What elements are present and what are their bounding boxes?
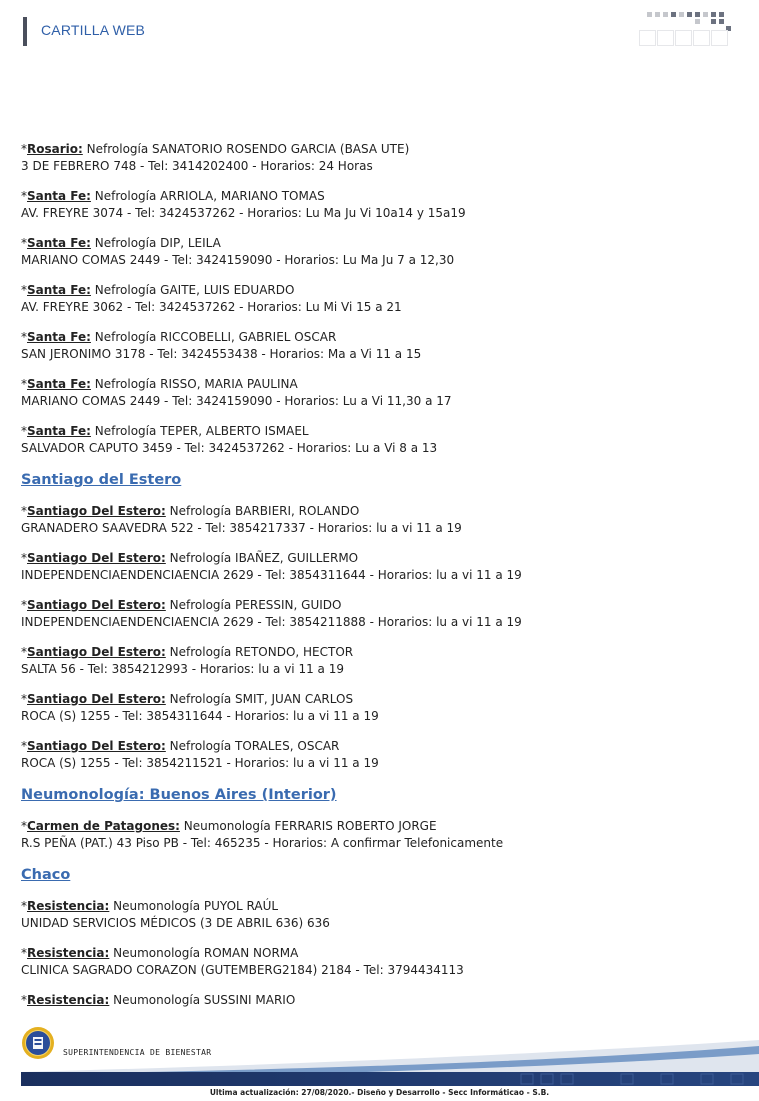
entry-details: MARIANO COMAS 2449 - Tel: 3424159090 - Horarios: Lu a Vi 11,30 a 17 bbox=[21, 394, 452, 408]
entry-title-line: *Santa Fe: Nefrología RISSO, MARIA PAULINA bbox=[21, 377, 298, 391]
entry-city-link[interactable]: Santiago Del Estero: bbox=[27, 551, 166, 565]
entry-details: SAN JERONIMO 3178 - Tel: 3424553438 - Horarios: Ma a Vi 11 a 15 bbox=[21, 347, 422, 361]
entry-details: ROCA (S) 1255 - Tel: 3854211521 - Horarios: lu a vi 11 a 19 bbox=[21, 756, 379, 770]
entry-provider: Nefrología ARRIOLA, MARIANO TOMAS bbox=[94, 189, 325, 203]
section-heading-santiago[interactable]: Santiago del Estero bbox=[21, 472, 182, 488]
entry-provider: Neumonología ROMAN NORMA bbox=[113, 946, 299, 960]
directory-entry bbox=[21, 945, 736, 979]
directory-entry bbox=[21, 503, 736, 537]
entry-details: INDEPENDENCIAENDENCIAENCIA 2629 - Tel: 3854311644 - Horarios: lu a vi 11 a 19 bbox=[21, 568, 522, 582]
directory-list bbox=[21, 141, 736, 1022]
directory-entry bbox=[21, 188, 736, 222]
entry-title-line: *Santiago Del Estero: Nefrología PERESSIN, GUIDO bbox=[21, 598, 342, 612]
entry-details: GRANADERO SAAVEDRA 522 - Tel: 3854217337 - Horarios: lu a vi 11 a 19 bbox=[21, 521, 462, 535]
directory-entry bbox=[21, 597, 736, 631]
section-heading-chaco[interactable]: Chaco bbox=[21, 867, 71, 883]
entry-city-link[interactable]: Carmen de Patagones: bbox=[27, 819, 180, 833]
entry-city-link[interactable]: Resistencia: bbox=[27, 993, 110, 1007]
entry-title-line: *Santa Fe: Nefrología DIP, LEILA bbox=[21, 236, 221, 250]
entry-city-link[interactable]: Santa Fe: bbox=[27, 330, 91, 344]
entry-details: AV. FREYRE 3062 - Tel: 3424537262 - Horarios: Lu Mi Vi 15 a 21 bbox=[21, 300, 402, 314]
entry-provider: Nefrología TEPER, ALBERTO ISMAEL bbox=[94, 424, 309, 438]
directory-entry bbox=[21, 235, 736, 269]
directory-entry bbox=[21, 376, 736, 410]
header-decoration bbox=[639, 12, 731, 46]
entry-city-link[interactable]: Santiago Del Estero: bbox=[27, 692, 166, 706]
entry-city-link[interactable]: Santiago Del Estero: bbox=[27, 739, 166, 753]
entry-details: INDEPENDENCIAENDENCIAENCIA 2629 - Tel: 3854211888 - Horarios: lu a vi 11 a 19 bbox=[21, 615, 522, 629]
entry-title-line: *Santiago Del Estero: Nefrología SMIT, JUAN CARLOS bbox=[21, 692, 354, 706]
last-updated-note: Ultima actualización: 27/08/2020.- Diseño y Desarrollo - Secc Informáticao - S.B. bbox=[209, 1088, 550, 1097]
directory-entry bbox=[21, 738, 736, 772]
entry-details: UNIDAD SERVICIOS MÉDICOS (3 DE ABRIL 636) 636 bbox=[21, 916, 330, 930]
header-title: CARTILLA WEB bbox=[41, 22, 146, 38]
entry-city-link[interactable]: Santa Fe: bbox=[27, 377, 91, 391]
organization-seal-icon bbox=[21, 1026, 55, 1060]
entry-provider: Nefrología RETONDO, HECTOR bbox=[169, 645, 354, 659]
entry-provider: Nefrología SMIT, JUAN CARLOS bbox=[169, 692, 354, 706]
entry-title-line: *Santiago Del Estero: Nefrología TORALES, OSCAR bbox=[21, 739, 340, 753]
entry-city-link[interactable]: Resistencia: bbox=[27, 899, 110, 913]
entry-city-link[interactable]: Santa Fe: bbox=[27, 189, 91, 203]
page-footer bbox=[21, 1026, 759, 1088]
entry-details: R.S PEÑA (PAT.) 43 Piso PB - Tel: 465235 - Horarios: A confirmar Telefonicamente bbox=[21, 836, 504, 850]
entry-title-line: *Resistencia: Neumonología PUYOL RAÚL bbox=[21, 899, 279, 913]
entry-details: AV. FREYRE 3074 - Tel: 3424537262 - Horarios: Lu Ma Ju Vi 10a14 y 15a19 bbox=[21, 206, 466, 220]
entry-provider: Nefrología RICCOBELLI, GABRIEL OSCAR bbox=[94, 330, 337, 344]
entry-title-line: *Santa Fe: Nefrología RICCOBELLI, GABRIEL OSCAR bbox=[21, 330, 337, 344]
section-heading-neumonologia[interactable]: Neumonología: Buenos Aires (Interior) bbox=[21, 787, 337, 803]
entry-title-line: *Resistencia: Neumonología ROMAN NORMA bbox=[21, 946, 299, 960]
entry-details: MARIANO COMAS 2449 - Tel: 3424159090 - Horarios: Lu Ma Ju 7 a 12,30 bbox=[21, 253, 455, 267]
entry-details: SALVADOR CAPUTO 3459 - Tel: 3424537262 - Horarios: Lu a Vi 8 a 13 bbox=[21, 441, 438, 455]
entry-city-link[interactable]: Santiago Del Estero: bbox=[27, 504, 166, 518]
directory-entry bbox=[21, 992, 736, 1009]
entries-top bbox=[21, 141, 736, 457]
entry-provider: Nefrología PERESSIN, GUIDO bbox=[169, 598, 342, 612]
directory-entry bbox=[21, 329, 736, 363]
entry-title-line: *Santa Fe: Nefrología TEPER, ALBERTO ISMAEL bbox=[21, 424, 309, 438]
entry-provider: Nefrología DIP, LEILA bbox=[94, 236, 221, 250]
entry-city-link[interactable]: Santa Fe: bbox=[27, 236, 91, 250]
entry-details: ROCA (S) 1255 - Tel: 3854311644 - Horarios: lu a vi 11 a 19 bbox=[21, 709, 379, 723]
entry-city-link[interactable]: Resistencia: bbox=[27, 946, 110, 960]
entry-city-link[interactable]: Santiago Del Estero: bbox=[27, 645, 166, 659]
directory-entry bbox=[21, 141, 736, 175]
entry-provider: Nefrología RISSO, MARIA PAULINA bbox=[94, 377, 298, 391]
entry-city-link[interactable]: Santiago Del Estero: bbox=[27, 598, 166, 612]
entries-chaco bbox=[21, 898, 736, 1009]
entry-city-link[interactable]: Rosario: bbox=[27, 142, 83, 156]
entry-provider: Nefrología GAITE, LUIS EDUARDO bbox=[94, 283, 295, 297]
entries-neumo bbox=[21, 818, 736, 852]
directory-entry bbox=[21, 423, 736, 457]
entry-provider: Neumonología PUYOL RAÚL bbox=[113, 899, 279, 913]
entry-provider: Neumonología FERRARIS ROBERTO JORGE bbox=[183, 819, 437, 833]
page-header bbox=[0, 0, 759, 60]
entry-provider: Nefrología SANATORIO ROSENDO GARCIA (BASA UTE) bbox=[86, 142, 410, 156]
entry-title-line: *Santiago Del Estero: Nefrología RETONDO, HECTOR bbox=[21, 645, 354, 659]
entry-city-link[interactable]: Santa Fe: bbox=[27, 424, 91, 438]
entry-provider: Nefrología TORALES, OSCAR bbox=[169, 739, 340, 753]
directory-entry bbox=[21, 898, 736, 932]
entry-provider: Nefrología IBAÑEZ, GUILLERMO bbox=[169, 551, 359, 565]
entry-details: SALTA 56 - Tel: 3854212993 - Horarios: lu a vi 11 a 19 bbox=[21, 662, 344, 676]
directory-entry bbox=[21, 818, 736, 852]
entry-details: 3 DE FEBRERO 748 - Tel: 3414202400 - Horarios: 24 Horas bbox=[21, 159, 373, 173]
entry-title-line: *Santiago Del Estero: Nefrología IBAÑEZ, GUILLERMO bbox=[21, 551, 359, 565]
directory-entry bbox=[21, 691, 736, 725]
entries-santiago bbox=[21, 503, 736, 772]
directory-entry bbox=[21, 550, 736, 584]
entry-city-link[interactable]: Santa Fe: bbox=[27, 283, 91, 297]
header-accent-bar bbox=[23, 17, 27, 46]
entry-title-line: *Santa Fe: Nefrología ARRIOLA, MARIANO TOMAS bbox=[21, 189, 325, 203]
entry-provider: Neumonología SUSSINI MARIO bbox=[113, 993, 296, 1007]
entry-title-line: *Santa Fe: Nefrología GAITE, LUIS EDUARDO bbox=[21, 283, 295, 297]
directory-entry bbox=[21, 644, 736, 678]
entry-title-line: *Resistencia: Neumonología SUSSINI MARIO bbox=[21, 993, 296, 1007]
entry-provider: Nefrología BARBIERI, ROLANDO bbox=[169, 504, 360, 518]
directory-entry bbox=[21, 282, 736, 316]
entry-title-line: *Santiago Del Estero: Nefrología BARBIERI, ROLANDO bbox=[21, 504, 360, 518]
footer-organization-name: SUPERINTENDENCIA DE BIENESTAR bbox=[63, 1048, 212, 1057]
entry-title-line: *Carmen de Patagones: Neumonología FERRARIS ROBERTO JORGE bbox=[21, 819, 437, 833]
entry-details: CLINICA SAGRADO CORAZON (GUTEMBERG2184) 2184 - Tel: 3794434113 bbox=[21, 963, 464, 977]
entry-title-line: *Rosario: Nefrología SANATORIO ROSENDO GARCIA (BASA UTE) bbox=[21, 142, 410, 156]
footer-band-graphic bbox=[21, 1026, 759, 1088]
